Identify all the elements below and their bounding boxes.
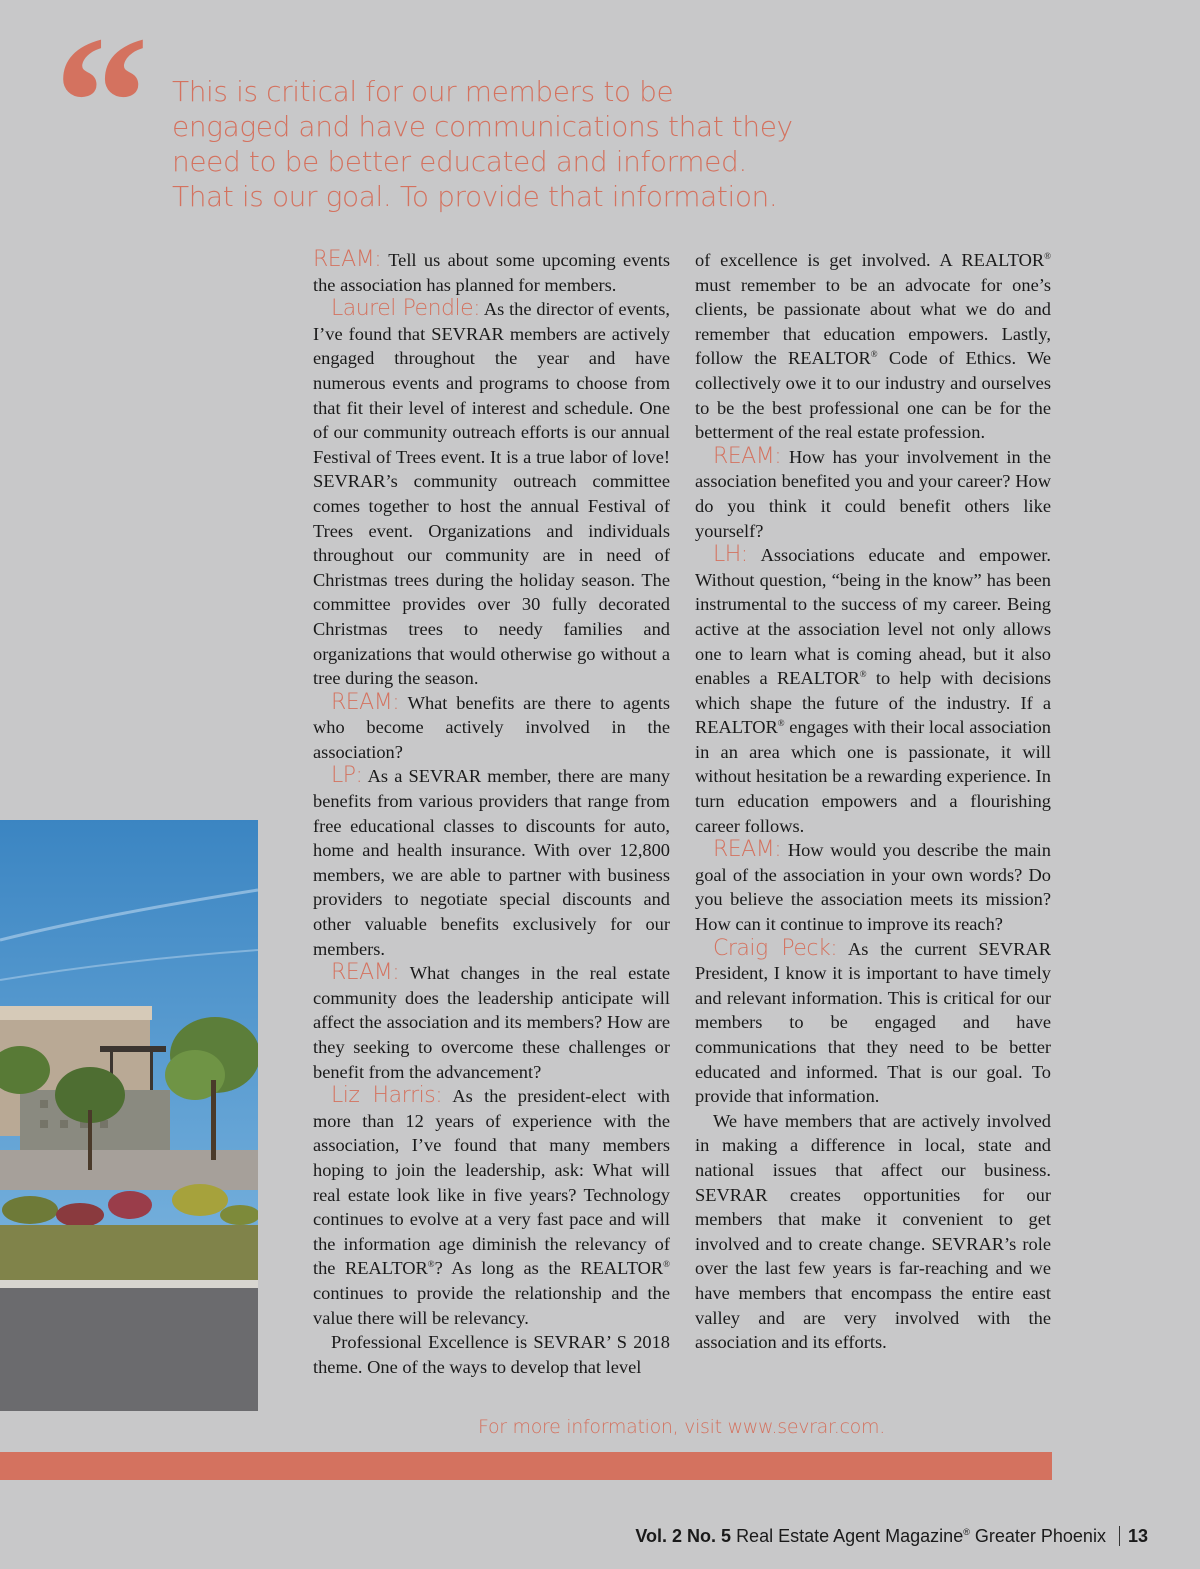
registered-mark: ® [870,349,878,360]
building-rendering-image [0,820,258,1411]
answer-text: ? As long as the REALTOR [434,1258,664,1279]
question-text: What benefits are there to agents who become actively involved in the association? [313,692,670,762]
pull-quote-line: That is our goal. To provide that information. [172,180,778,213]
question-paragraph [313,961,670,1084]
answer-paragraph [313,764,670,961]
registered-mark: ® [1044,251,1051,261]
registered-mark: ® [777,718,785,729]
pull-quote [172,74,793,214]
magazine-name: Real Estate Agent Magazine [736,1526,964,1546]
question-paragraph [313,691,670,765]
body-text: Professional Excellence is SEVRAR’ S 2018 theme. One of the ways to develop that level [313,1332,670,1377]
article-column-left [313,248,670,1379]
speaker-label: REAM: [331,960,400,986]
answer-text: As the current SEVRAR President, I know it is important to have timely and relevant information. This is critical for our members to be engaged and have communications that they need to be better educated and informed. That is our goal. To provide that information. [695,938,1051,1107]
answer-paragraph [313,297,670,691]
answer-text: As the director of events, I’ve found that SEVRAR members are actively engaged throughout the year and have numerous events and programs to choose from that fit their level of interest and schedule. One of our community outreach efforts is our annual Festival of Trees event. It is a true labor of love! SEVRAR’s community outreach committee comes together to host the annual Festival of Trees event. Organizations and individuals throughout our community are in need of Christmas trees during the holiday season. The committee provides over 30 fully decorated Christmas trees to needy families and organizations that would otherwise go without a tree during the season. [313,299,670,689]
pull-quote-line: engaged and have communications that they [172,110,793,143]
body-text: of excellence is get involved. A REALTOR [695,250,1045,270]
answer-text: Associations educate and empower. Without question, “being in the know” has been instrumental to the success of my career. Being active at the association level not only allows one to learn what is coming ahead, but it also enables a REALTOR [695,545,1051,689]
question-text: How has your involvement in the association benefited you and your career? How do you think it could benefit others like yourself? [695,446,1051,541]
body-text: must remember to be an advocate for one’s clients, be passionate about what we do and remember that education empowers. Lastly, follow the REALTOR [695,274,1051,369]
article-column-right [695,248,1051,1355]
question-text: How would you describe the main goal of the association in your own words? Do you believe the association meets its mission? How can it continue to improve its reach? [695,840,1051,935]
answer-text: continues to provide the relationship and the value there will be relevancy. [313,1282,670,1328]
page-footer [635,1526,1148,1547]
speaker-label: REAM: [713,443,782,469]
speaker-label: LP: [331,763,363,789]
answer-paragraph [313,1084,670,1330]
registered-mark: ® [963,1527,970,1537]
answer-text: As a SEVRAR member, there are many benefits from various providers that range from free educational classes to discounts for auto, home and health insurance. With over 12,800 members, we are able to partner with business providers to negotiate special discounts and other valuable benefits exclusively for our members. [313,766,670,959]
speaker-label: LH: [713,542,748,568]
more-info-link[interactable]: For more information, visit www.sevrar.com. [478,1416,885,1438]
footer-divider [1119,1526,1120,1546]
body-paragraph [313,1330,670,1379]
question-paragraph [695,445,1051,543]
answer-paragraph [695,937,1051,1109]
answer-paragraph [695,543,1051,838]
registered-mark: ® [663,1259,670,1270]
answer-text: to help with decisions which shape the future of the industry. If a REALTOR [695,668,1052,738]
pull-quote-line: need to be better educated and informed. [172,145,747,178]
speaker-label: Laurel Pendle: [331,296,481,322]
body-paragraph [695,248,1051,445]
speaker-label: Craig Peck: [713,935,838,961]
registered-mark: ® [859,669,867,680]
question-paragraph [313,248,670,297]
page-number: 13 [1127,1526,1148,1546]
question-text: What changes in the real estate community does the leadership anticipate will affect the association and its members? How are they seeking to overcome these challenges or benefit from the advancement? [313,963,670,1082]
answer-text: As the president-elect with more than 12 years of experience with the association, I’ve found that many members hoping to join the leadership, ask: What will real estate look like in five years? Technology continues to evolve at a very fast pace and will the information age diminish the relevancy of the REALTOR [313,1086,670,1279]
speaker-label: REAM: [313,247,382,272]
body-text: We have members that are actively involved in making a difference in local, state and national issues that affect our business. SEVRAR creates opportunities for our members that make it convenient to get involved and to create change. SEVRAR’s role over the last few years is far-reaching and we have members that encompass the entire east valley and are very involved with the association and its efforts. [695,1110,1051,1353]
accent-bar [0,1452,1052,1480]
issue-volume: Vol. 2 No. 5 [635,1526,732,1546]
speaker-label: REAM: [331,689,400,715]
registered-mark: ® [427,1259,435,1270]
answer-text: engages with their local association in an area which one is passionate, it will without hesitation be a rewarding experience. In turn education empowers and a flourishing career follows. [695,717,1051,836]
body-text: Code of Ethics. We collectively owe it to our industry and ourselves to be the best professional one can be for the betterment of the real estate profession. [695,348,1051,443]
question-paragraph [695,838,1051,936]
question-text: Tell us about some upcoming events the association has planned for members. [313,250,671,295]
pull-quote-line: This is critical for our members to be [172,75,674,108]
body-paragraph [695,1109,1051,1355]
quote-mark: “ [54,0,149,208]
region-name: Greater Phoenix [974,1526,1106,1546]
speaker-label: REAM: [713,837,782,863]
speaker-label: Liz Harris: [331,1083,443,1109]
